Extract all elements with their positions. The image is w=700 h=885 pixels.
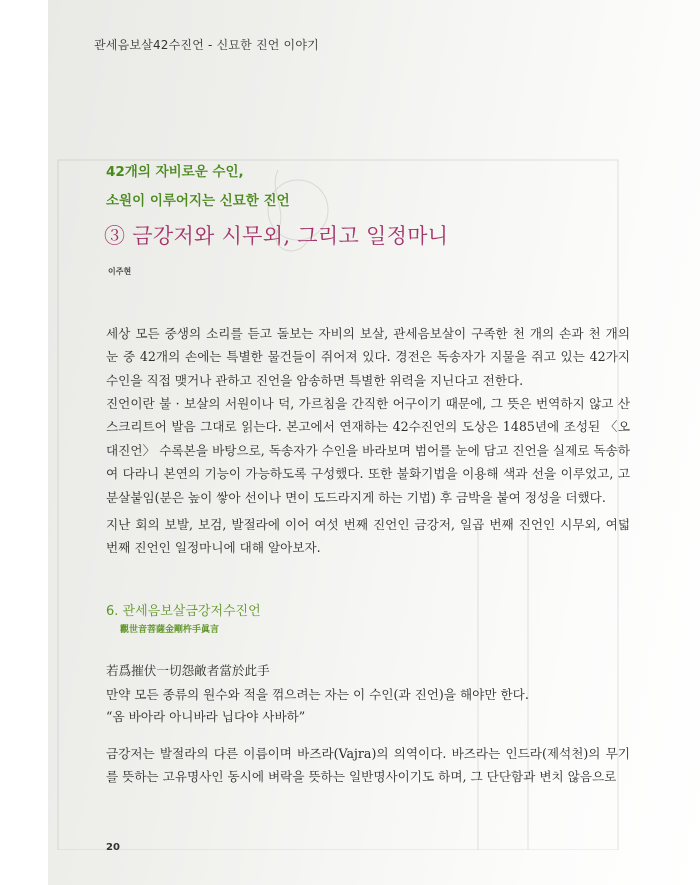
section-body-paragraph: 금강저는 발절라의 다른 이름이며 바즈라(Vajra)의 의역이다. 바즈라는 인드라(제석천)의 무기를 뜻하는 고유명사인 동시에 벼락을 뜻하는 일반명사이기도 하며, 그 단단함과 변치 않음으로 bbox=[106, 746, 630, 785]
running-header: 관세음보살42수진언 - 신묘한 진언 이야기 bbox=[94, 38, 319, 52]
kicker-line-2: 소원이 이루어지는 신묘한 진언 bbox=[106, 193, 290, 209]
section-heading-hanja: 觀世音菩薩金剛杵手眞言 bbox=[120, 625, 220, 635]
page-margin bbox=[0, 0, 48, 885]
body-paragraph-3: 지난 회의 보발, 보검, 발절라에 이어 여섯 번째 진언인 금강저, 일곱 번째 진언인 시무외, 여덟 번째 진언인 일정마니에 대해 알아보자. bbox=[106, 517, 630, 556]
hanja-verse: 若爲摧伏一切怨敵者當於此手 bbox=[106, 663, 270, 678]
mantra-text: “옴 바아라 아니바라 닙다야 사바하” bbox=[106, 709, 306, 724]
article-title: ③ 금강저와 시무외, 그리고 일정마니 bbox=[104, 224, 449, 248]
page-number: 20 bbox=[106, 842, 120, 853]
body-paragraph-1: 세상 모든 중생의 소리를 듣고 돌보는 자비의 보살, 관세음보살이 구족한 천 개의 손과 천 개의 눈 중 42개의 손에는 특별한 물건들이 쥐어져 있다. 경전은 독송자가 지물을 쥐고 있는 42가지 수인을 직접 맺거나 관하고 진언을 암송하면 특별한 위력을 지닌다고 전한다. bbox=[106, 326, 630, 388]
verse-translation: 만약 모든 종류의 원수와 적을 꺾으려는 자는 이 수인(과 진언)을 해야만 한다. bbox=[106, 687, 529, 702]
body-paragraph-2: 진언이란 불 · 보살의 서원이나 덕, 가르침을 간직한 어구이기 때문에, 그 뜻은 번역하지 않고 산스크리트어 발음 그대로 읽는다. 본고에서 연재하는 42수진언의 도상은 1485년에 조성된 〈오대진언〉 수록본을 바탕으로, 독송자가 수인을 바라보며 범어를 눈에 담고 진언을 실제로 독송하여 다라니 본연의 기능이 가능하도록 구성했다. 또한 불화기법을 이용해 색과 선을 이루었고, 고분살붙임(분은 높이 쌓아 선이나 면이 도드라지게 하는 기법) 후 금박을 붙여 정성을 더했다. bbox=[106, 396, 630, 505]
section-heading: 6. 관세음보살금강저수진언 bbox=[106, 604, 261, 619]
kicker-line-1: 42개의 자비로운 수인, bbox=[106, 164, 244, 180]
author-name: 이주현 bbox=[108, 267, 132, 276]
